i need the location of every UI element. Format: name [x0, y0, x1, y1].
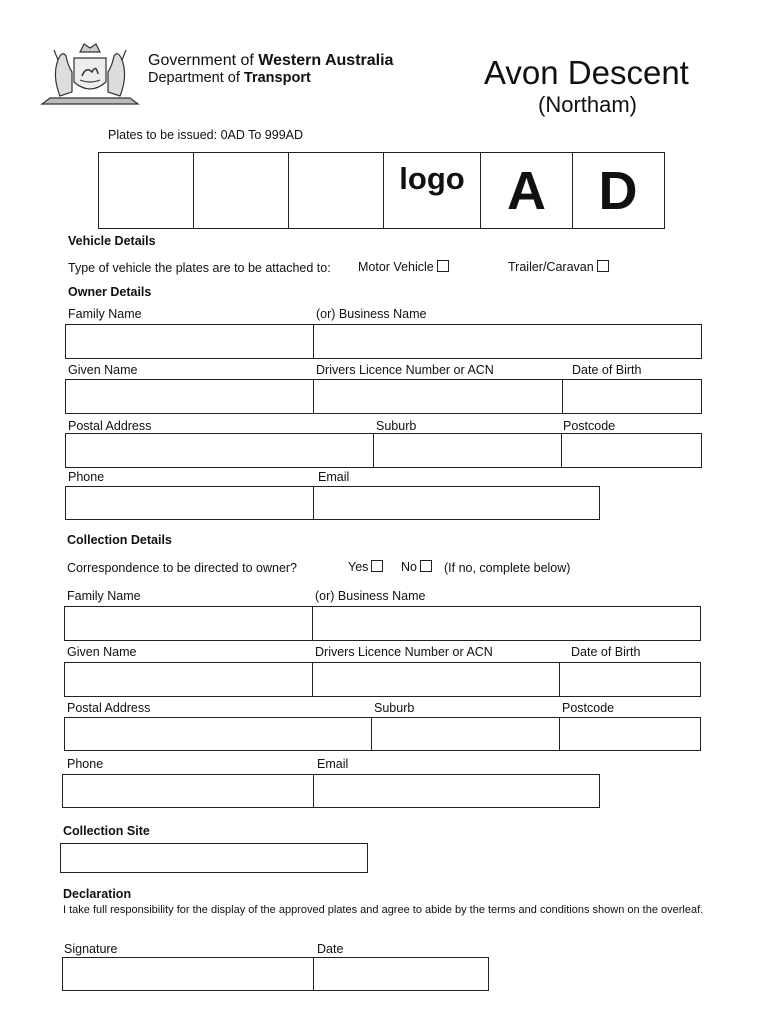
plate-logo-cell — [384, 153, 481, 228]
collection-details-heading: Collection Details — [67, 533, 172, 547]
owner-suburb-label: Suburb — [376, 419, 417, 433]
date-label: Date — [317, 942, 344, 956]
owner-email-label: Email — [318, 470, 350, 484]
collection-phone-field[interactable] — [62, 774, 314, 808]
government-state: Western Australia — [258, 52, 394, 69]
collection-suburb-label: Suburb — [374, 701, 415, 715]
form-title: Avon Descent — [484, 54, 689, 91]
owner-postcode-label: Postcode — [563, 419, 616, 433]
plate-preview — [98, 152, 665, 229]
correspondence-question: Correspondence to be directed to owner? — [67, 561, 298, 575]
collection-business-name-label: (or) Business Name — [315, 589, 426, 603]
collection-suburb-field[interactable] — [371, 717, 560, 751]
plate-letter-d: D — [598, 160, 638, 221]
collection-postcode-label: Postcode — [562, 701, 615, 715]
trailer-caravan-checkbox[interactable] — [597, 260, 609, 272]
trailer-caravan-option — [508, 260, 609, 274]
collection-family-name-label: Family Name — [67, 589, 141, 603]
plate-cell-2[interactable] — [194, 153, 289, 228]
date-field[interactable] — [313, 957, 489, 991]
collection-postcode-field[interactable] — [559, 717, 701, 751]
collection-business-name-field[interactable] — [312, 606, 701, 641]
motor-vehicle-label: Motor Vehicle — [358, 260, 434, 274]
vehicle-type-label: Type of vehicle the plates are to be attached to: — [68, 261, 331, 275]
collection-dob-field[interactable] — [559, 662, 701, 697]
department-bold: Transport — [243, 70, 311, 86]
owner-dob-field[interactable] — [562, 379, 702, 414]
plate-letter-d-cell — [573, 153, 663, 228]
correspondence-yes-label: Yes — [348, 560, 369, 574]
owner-licence-field[interactable] — [313, 379, 563, 414]
collection-postal-address-field[interactable] — [64, 717, 372, 751]
collection-postal-address-label: Postal Address — [67, 701, 151, 715]
collection-site-heading: Collection Site — [63, 824, 150, 838]
owner-postcode-field[interactable] — [561, 433, 702, 468]
owner-family-name-field[interactable] — [65, 324, 314, 359]
collection-dob-label: Date of Birth — [571, 645, 641, 659]
collection-licence-field[interactable] — [312, 662, 560, 697]
correspondence-no-checkbox[interactable] — [420, 560, 432, 572]
department-name — [148, 70, 311, 86]
motor-vehicle-checkbox[interactable] — [437, 260, 449, 272]
owner-business-name-field[interactable] — [313, 324, 702, 359]
plate-cell-3[interactable] — [289, 153, 384, 228]
owner-licence-label: Drivers Licence Number or ACN — [316, 363, 494, 377]
collection-given-name-field[interactable] — [64, 662, 313, 697]
signature-field[interactable] — [62, 957, 314, 991]
correspondence-yes-option — [348, 560, 383, 574]
owner-given-name-label: Given Name — [68, 363, 138, 377]
plate-cell-1[interactable] — [99, 153, 194, 228]
owner-phone-label: Phone — [68, 470, 105, 484]
collection-given-name-label: Given Name — [67, 645, 137, 659]
collection-email-field[interactable] — [313, 774, 600, 808]
signature-label: Signature — [64, 942, 118, 956]
correspondence-yes-checkbox[interactable] — [371, 560, 383, 572]
correspondence-no-option — [401, 560, 432, 574]
owner-suburb-field[interactable] — [373, 433, 562, 468]
owner-postal-address-label: Postal Address — [68, 419, 152, 433]
collection-phone-label: Phone — [67, 757, 104, 771]
correspondence-no-label: No — [401, 560, 417, 574]
plates-issued-text: Plates to be issued: 0AD To 999AD — [108, 128, 304, 142]
collection-family-name-field[interactable] — [64, 606, 313, 641]
declaration-text: I take full responsibility for the display of the approved plates and agree to abide by the terms and conditions shown on the overleaf. — [63, 904, 704, 916]
owner-business-name-label: (or) Business Name — [316, 307, 427, 321]
owner-dob-label: Date of Birth — [572, 363, 642, 377]
owner-details-heading: Owner Details — [68, 285, 152, 299]
collection-email-label: Email — [317, 757, 349, 771]
department-prefix: Department of — [148, 70, 244, 86]
collection-licence-label: Drivers Licence Number or ACN — [315, 645, 493, 659]
if-no-instruction: (If no, complete below) — [444, 561, 571, 575]
motor-vehicle-option — [358, 260, 449, 274]
plate-letter-a: A — [507, 160, 546, 221]
government-name — [148, 52, 393, 70]
owner-phone-field[interactable] — [65, 486, 314, 520]
owner-given-name-field[interactable] — [65, 379, 314, 414]
trailer-caravan-label: Trailer/Caravan — [508, 260, 594, 274]
form-subtitle: (Northam) — [538, 92, 638, 117]
declaration-heading: Declaration — [63, 887, 132, 901]
owner-family-name-label: Family Name — [68, 307, 142, 321]
owner-postal-address-field[interactable] — [65, 433, 374, 468]
government-prefix: Government of — [148, 52, 259, 69]
coat-of-arms-crest — [38, 36, 142, 108]
collection-site-field[interactable] — [60, 843, 368, 873]
plate-letter-a-cell — [481, 153, 573, 228]
vehicle-details-heading: Vehicle Details — [68, 234, 156, 248]
plate-logo-text: logo — [399, 161, 465, 196]
owner-email-field[interactable] — [313, 486, 600, 520]
